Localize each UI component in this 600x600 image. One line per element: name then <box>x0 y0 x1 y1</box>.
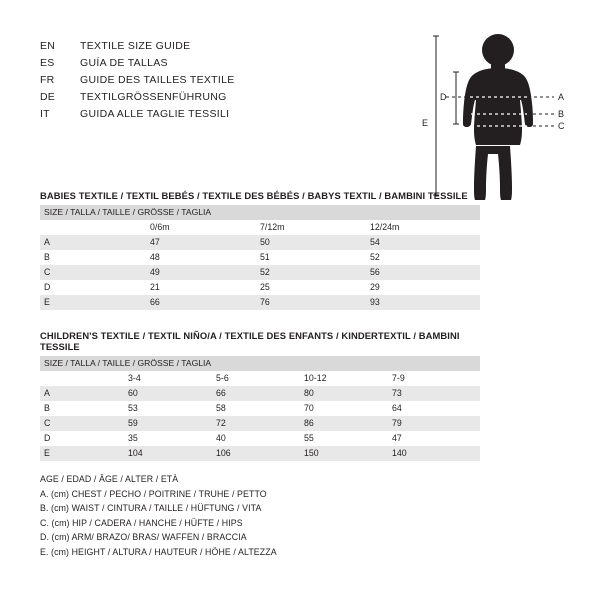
table-row <box>40 265 480 280</box>
babies-row-a-v0: 47 <box>150 235 260 250</box>
babies-row-e-v2: 93 <box>370 295 480 310</box>
babies-row-e-v0: 66 <box>150 295 260 310</box>
children-row-e-v0: 104 <box>128 446 216 461</box>
children-row-d-v3: 47 <box>392 431 480 446</box>
children-row-d-v1: 40 <box>216 431 304 446</box>
language-code-it: IT <box>40 108 50 120</box>
children-row-b-v0: 53 <box>128 401 216 416</box>
language-title-fr: GUIDE DES TAILLES TEXTILE <box>80 74 235 86</box>
babies-row-a-v2: 54 <box>370 235 480 250</box>
children-size-blank <box>40 371 128 386</box>
measurement-figure <box>420 28 580 203</box>
children-row-c-v1: 72 <box>216 416 304 431</box>
figure-label-e: E <box>422 118 429 128</box>
children-row-c-label: C <box>40 416 128 431</box>
children-table-block <box>40 330 480 461</box>
babies-row-e-v1: 76 <box>260 295 370 310</box>
table-row <box>40 431 480 446</box>
children-table <box>40 356 480 461</box>
table-row <box>40 446 480 461</box>
babies-row-d-v0: 21 <box>150 280 260 295</box>
babies-size-blank <box>40 220 150 235</box>
babies-size-0: 0/6m <box>150 220 260 235</box>
legend-line-height: E. (cm) HEIGHT / ALTURA / HAUTEUR / HÖHE / ALTEZZA <box>40 546 277 557</box>
children-row-a-v1: 66 <box>216 386 304 401</box>
children-row-c-v2: 86 <box>304 416 392 431</box>
babies-row-a-v1: 50 <box>260 235 370 250</box>
table-row-size-header <box>40 205 480 220</box>
children-size-1: 5-6 <box>216 371 304 386</box>
babies-row-b-v2: 52 <box>370 250 480 265</box>
babies-row-c-label: C <box>40 265 150 280</box>
babies-row-d-v2: 29 <box>370 280 480 295</box>
language-title-es: GUÍA DE TALLAS <box>80 57 168 69</box>
children-row-e-v1: 106 <box>216 446 304 461</box>
figure-label-a: A <box>558 92 565 102</box>
language-code-fr: FR <box>40 74 55 86</box>
babies-row-e-label: E <box>40 295 150 310</box>
figure-label-d: D <box>440 92 447 102</box>
babies-row-d-label: D <box>40 280 150 295</box>
language-row-it <box>40 106 340 123</box>
table-row <box>40 280 480 295</box>
figure-label-b: B <box>558 109 565 119</box>
legend-line-waist: B. (cm) WAIST / CINTURA / TAILLE / HÜFTUNG / VITA <box>40 503 262 514</box>
children-row-b-label: B <box>40 401 128 416</box>
language-row-de <box>40 89 340 106</box>
children-row-b-v3: 64 <box>392 401 480 416</box>
figure-label-c: C <box>558 121 565 131</box>
table-row <box>40 250 480 265</box>
children-size-0: 3-4 <box>128 371 216 386</box>
table-row <box>40 295 480 310</box>
children-row-e-v2: 150 <box>304 446 392 461</box>
table-row <box>40 235 480 250</box>
language-code-en: EN <box>40 40 55 52</box>
table-row <box>40 416 480 431</box>
children-row-c-v3: 79 <box>392 416 480 431</box>
children-row-d-label: D <box>40 431 128 446</box>
children-row-d-v2: 55 <box>304 431 392 446</box>
legend-line-chest: A. (cm) CHEST / PECHO / POITRINE / TRUHE / PETTO <box>40 488 267 499</box>
legend-line-hip: C. (cm) HIP / CADERA / HANCHE / HÜFTE / HIPS <box>40 517 243 528</box>
babies-size-2: 12/24m <box>370 220 480 235</box>
babies-row-b-label: B <box>40 250 150 265</box>
babies-row-b-v1: 51 <box>260 250 370 265</box>
children-row-a-v2: 80 <box>304 386 392 401</box>
children-row-d-v0: 35 <box>128 431 216 446</box>
table-row-sizes <box>40 220 480 235</box>
table-row-sizes <box>40 371 480 386</box>
children-row-a-v3: 73 <box>392 386 480 401</box>
babies-row-b-v0: 48 <box>150 250 260 265</box>
children-size-2: 10-12 <box>304 371 392 386</box>
language-title-de: TEXTILGRÖSSENFÜHRUNG <box>80 91 227 103</box>
babies-table <box>40 205 480 310</box>
child-silhouette <box>463 34 533 200</box>
children-row-a-label: A <box>40 386 128 401</box>
babies-row-a-label: A <box>40 235 150 250</box>
children-row-e-label: E <box>40 446 128 461</box>
children-table-caption: CHILDREN'S TEXTILE / TEXTIL NIÑO/A / TEXTILE DES ENFANTS / KINDERTEXTIL / BAMBINI TESSILE <box>40 330 460 352</box>
children-row-a-v0: 60 <box>128 386 216 401</box>
table-row <box>40 386 480 401</box>
table-row-size-header <box>40 356 480 371</box>
language-row-fr <box>40 72 340 89</box>
babies-row-c-v2: 56 <box>370 265 480 280</box>
language-code-de: DE <box>40 91 55 103</box>
babies-table-caption: BABIES TEXTILE / TEXTIL BEBÉS / TEXTILE DES BÉBÉS / BABYS TEXTIL / BAMBINI TESSILE <box>40 190 468 201</box>
language-code-es: ES <box>40 57 55 69</box>
children-row-c-v0: 59 <box>128 416 216 431</box>
measurement-legend <box>40 472 277 560</box>
children-size-header: SIZE / TALLA / TAILLE / GRÖSSE / TAGLIA <box>40 356 480 371</box>
legend-line-age: AGE / EDAD / ÂGE / ALTER / ETÀ <box>40 474 179 484</box>
babies-table-block <box>40 190 480 310</box>
babies-size-header: SIZE / TALLA / TAILLE / GRÖSSE / TAGLIA <box>40 205 480 220</box>
children-row-b-v2: 70 <box>304 401 392 416</box>
children-row-b-v1: 58 <box>216 401 304 416</box>
babies-row-c-v1: 52 <box>260 265 370 280</box>
babies-row-d-v1: 25 <box>260 280 370 295</box>
language-title-en: TEXTILE SIZE GUIDE <box>80 40 191 52</box>
children-row-e-v3: 140 <box>392 446 480 461</box>
babies-row-c-v0: 49 <box>150 265 260 280</box>
legend-line-arm: D. (cm) ARM/ BRAZO/ BRAS/ WAFFEN / BRACCIA <box>40 532 247 543</box>
language-row-es <box>40 55 340 72</box>
children-size-3: 7-9 <box>392 371 480 386</box>
language-title-block <box>40 38 340 123</box>
babies-size-1: 7/12m <box>260 220 370 235</box>
table-row <box>40 401 480 416</box>
language-row-en <box>40 38 340 55</box>
language-title-it: GUIDA ALLE TAGLIE TESSILI <box>80 108 230 120</box>
